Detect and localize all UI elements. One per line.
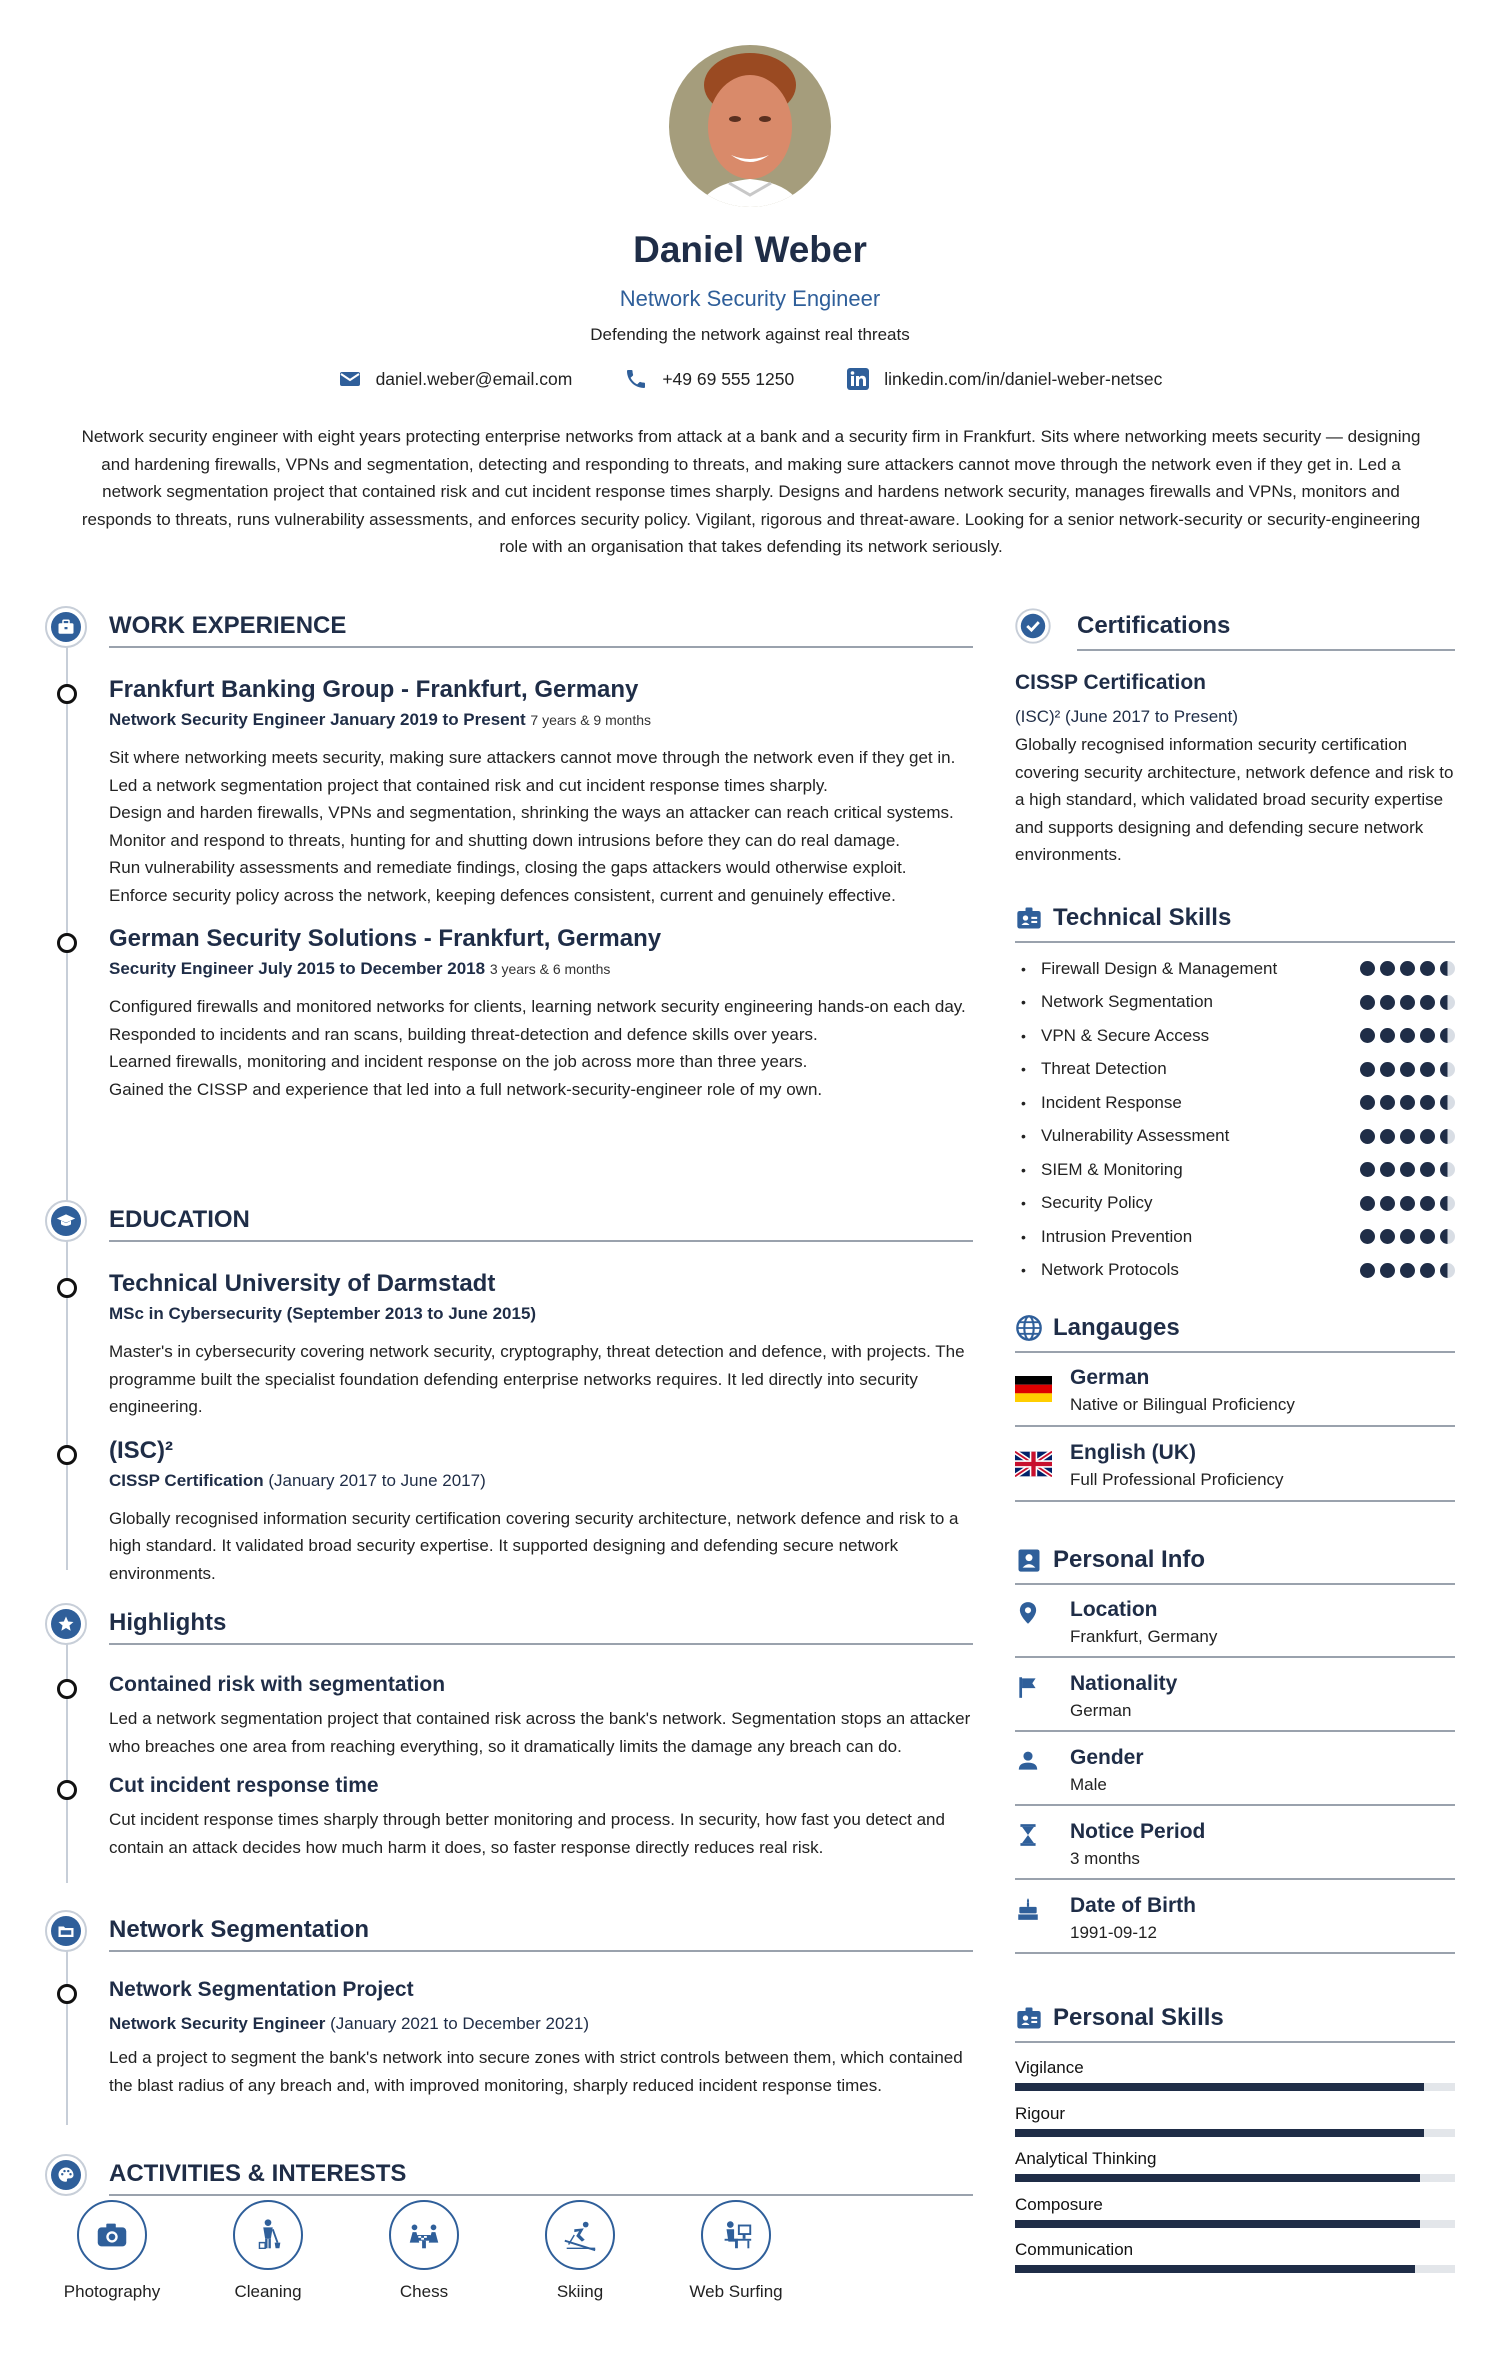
job-role-dates: Network Security Engineer January 2019 to Present 7 years & 9 months [109, 710, 652, 729]
info-value: 3 months [1070, 1849, 1140, 1868]
technical-skill-row [1015, 1120, 1455, 1154]
education-degree-dates: MSc in Cybersecurity (September 2013 to June 2015) [109, 1304, 537, 1323]
info-value: Frankfurt, Germany [1070, 1627, 1218, 1646]
info-label: Date of Birth [1070, 1894, 1196, 1917]
personal-skill-row [1015, 2104, 1455, 2150]
rating-dot [1360, 995, 1375, 1010]
rating-dot [1400, 1028, 1415, 1043]
technical-skills-list [1015, 952, 1455, 1287]
project-role-dates: Network Security Engineer (January 2021 to December 2021) [109, 2014, 590, 2033]
germany-flag-icon [1015, 1376, 1052, 1402]
personal-info-item [1015, 1880, 1455, 1954]
bullet-icon: • [1021, 1195, 1026, 1212]
highlight-entry [45, 1673, 973, 1760]
skill-rating [1360, 1229, 1455, 1244]
rating-dot [1380, 1263, 1395, 1278]
section-title: Personal Skills [1053, 2004, 1224, 2031]
section-divider [109, 1643, 973, 1645]
job-bullet: Learned firewalls, monitoring and incident response on the job across more than three years. [109, 1052, 808, 1071]
skill-level-track [1015, 2265, 1455, 2273]
bullet-icon: • [1021, 1061, 1026, 1078]
email-contact[interactable] [338, 367, 573, 391]
timeline-dot [57, 1984, 77, 2004]
skills-badge-icon [1015, 2004, 1043, 2032]
timeline-dot [57, 1445, 77, 1465]
job-entry [45, 676, 973, 909]
person-icon [1015, 1748, 1041, 1774]
info-label: Nationality [1070, 1672, 1178, 1695]
highlight-entry [45, 1774, 973, 1861]
rating-dot [1380, 1196, 1395, 1211]
personal-skill-row [1015, 2195, 1455, 2241]
rating-dot [1440, 1129, 1455, 1144]
skiing-icon [545, 2200, 615, 2270]
info-value: Male [1070, 1775, 1107, 1794]
highlight-description: Cut incident response times sharply through better monitoring and process. In security, how fast you detect and contain an attack decides how much harm it does, so faster response directly reduces real risk. [109, 1810, 945, 1857]
skill-rating [1360, 1062, 1455, 1077]
rating-dot [1380, 1162, 1395, 1177]
bullet-icon: • [1021, 1262, 1026, 1279]
job-duration: 7 years & 9 months [530, 712, 652, 728]
activity-photography [60, 2200, 164, 2302]
skill-level-track [1015, 2220, 1455, 2228]
job-bullet: Configured firewalls and monitored networks for clients, learning network security engineering hands-on each day. [109, 997, 966, 1016]
cleaning-icon [233, 2200, 303, 2270]
technical-skill-name: Firewall Design & Management [1041, 958, 1278, 978]
skill-rating [1360, 1095, 1455, 1110]
bullet-icon: • [1021, 960, 1026, 977]
job-company: Frankfurt Banking Group - Frankfurt, Germany [109, 676, 639, 703]
job-bullet: Responded to incidents and ran scans, building threat-detection and defence skills over years. [109, 1024, 818, 1044]
rating-dot [1420, 1229, 1435, 1244]
skill-rating [1360, 1028, 1455, 1043]
job-bullet: Monitor and respond to threats, hunting for and shutting down intrusions before they can do real damage. [109, 830, 900, 850]
personal-skills-section [1015, 2000, 1455, 2286]
rating-dot [1420, 961, 1435, 976]
language-level: Full Professional Proficiency [1070, 1470, 1284, 1489]
computer-user-icon [701, 2200, 771, 2270]
language-level: Native or Bilingual Proficiency [1070, 1395, 1295, 1414]
section-title: Highlights [109, 1609, 227, 1636]
technical-skill-name: Network Protocols [1041, 1260, 1179, 1280]
language-item [1015, 1427, 1455, 1502]
job-company: German Security Solutions - Frankfurt, Germany [109, 925, 662, 952]
rating-dot [1360, 1028, 1375, 1043]
rating-dot [1360, 1162, 1375, 1177]
activity-web-surfing [684, 2200, 788, 2302]
highlight-title: Cut incident response time [109, 1774, 379, 1797]
rating-dot [1420, 995, 1435, 1010]
chess-icon [389, 2200, 459, 2270]
activity-cleaning [216, 2200, 320, 2302]
technical-skill-row [1015, 1187, 1455, 1221]
activity-label: Web Surfing [689, 2282, 783, 2301]
resume-header [0, 45, 1500, 391]
rating-dot [1400, 1196, 1415, 1211]
personal-skill-name: Rigour [1015, 2103, 1066, 2123]
hourglass-icon [1015, 1822, 1041, 1848]
activity-label: Chess [399, 2282, 449, 2301]
rating-dot [1400, 1062, 1415, 1077]
job-description [109, 993, 973, 1103]
technical-skill-row [1015, 1153, 1455, 1187]
job-bullet: Sit where networking meets security, making sure attackers cannot move through the network even if they get in. [109, 748, 956, 767]
technical-skill-row [1015, 1254, 1455, 1288]
rating-dot [1360, 1229, 1375, 1244]
personal-skill-row [1015, 2240, 1455, 2286]
linkedin-text[interactable]: linkedin.com/in/daniel-weber-netsec [884, 368, 1163, 389]
section-title: Certifications [1077, 612, 1231, 639]
cert-issuer-dates: (ISC)² (June 2017 to Present) [1015, 707, 1238, 726]
bullet-icon: • [1021, 1027, 1026, 1044]
job-role-dates: Security Engineer July 2015 to December 2018 3 years & 6 months [109, 959, 611, 978]
technical-skill-name: Network Segmentation [1041, 992, 1213, 1012]
rating-dot [1380, 1095, 1395, 1110]
rating-dot [1360, 1196, 1375, 1211]
job-bullet: Run vulnerability assessments and remediate findings, closing the gaps attackers would otherwise exploit. [109, 858, 907, 877]
rating-dot [1400, 1162, 1415, 1177]
rating-dot [1420, 1196, 1435, 1211]
rating-dot [1360, 1095, 1375, 1110]
rating-dot [1380, 1129, 1395, 1144]
project-description: Led a project to segment the bank's network into secure zones with strict controls between them, which contained the blast radius of any breach and, with improved monitoring, sharply reduced incident response times. [109, 2048, 963, 2095]
project-section [45, 1910, 973, 2099]
section-title: Network Segmentation [109, 1916, 370, 1943]
rating-dot [1440, 1263, 1455, 1278]
section-divider [109, 646, 973, 648]
job-entry [45, 925, 973, 1103]
section-divider [1015, 941, 1455, 943]
rating-dot [1400, 961, 1415, 976]
language-name: English (UK) [1070, 1441, 1196, 1464]
personal-info-item [1015, 1732, 1455, 1806]
cert-name: CISSP Certification [1015, 671, 1206, 694]
timeline-dot [57, 1679, 77, 1699]
profile-summary: Network security engineer with eight years protecting enterprise networks from attack at a bank and a security firm in Frankfurt. Sits where networking meets security — designing and hardening firewalls, VPNs and segmentation, detecting and responding to threats, and making sure attackers cannot move through the network even if they get in. Led a network segmentation project that contained risk and cut incident response times sharply. Designs and hardens network security, manages firewalls and VPNs, monitors and responds to threats, runs vulnerability assessments, and enforces security policy. Vigilant, rigorous and threat-aware. Looking for a senior network-security or security-engineering role with an organisation that takes defending its network seriously. [81, 427, 1421, 556]
personal-skill-row [1015, 2149, 1455, 2195]
section-divider [109, 1240, 973, 1242]
flag-icon [1015, 1674, 1041, 1700]
palette-icon [45, 2154, 87, 2196]
activity-chess [372, 2200, 476, 2302]
personal-info-item [1015, 1584, 1455, 1658]
personal-skill-row [1015, 2058, 1455, 2104]
languages-section [1015, 1310, 1455, 1502]
rating-dot [1380, 1229, 1395, 1244]
skill-rating [1360, 995, 1455, 1010]
technical-skill-row [1015, 952, 1455, 986]
skill-level-fill [1015, 2083, 1424, 2091]
tagline: Defending the network against real threats [590, 325, 910, 344]
star-icon [45, 1603, 87, 1645]
skills-badge-icon [1015, 904, 1043, 932]
rating-dot [1420, 1095, 1435, 1110]
section-title: Technical Skills [1053, 904, 1232, 931]
globe-icon [1015, 1314, 1043, 1342]
email-text[interactable]: daniel.weber@email.com [375, 368, 573, 389]
rating-dot [1440, 995, 1455, 1010]
language-item [1015, 1352, 1455, 1427]
job-description [109, 744, 973, 909]
rating-dot [1420, 1162, 1435, 1177]
highlight-description: Led a network segmentation project that contained risk across the bank's network. Segmentation stops an attacker who breaches one area from reaching everything, so it dramatically limits the damage any breach can do. [109, 1709, 971, 1756]
personal-skills-list [1015, 2058, 1455, 2286]
education-school: (ISC)² [109, 1436, 173, 1464]
technical-skill-name: Security Policy [1041, 1193, 1153, 1213]
skill-level-fill [1015, 2174, 1420, 2182]
technical-skill-name: Vulnerability Assessment [1041, 1126, 1230, 1146]
rating-dot [1380, 961, 1395, 976]
section-divider [109, 1950, 973, 1952]
technical-skill-row [1015, 1220, 1455, 1254]
email-icon [338, 367, 362, 391]
skill-rating [1360, 1162, 1455, 1177]
skill-rating [1360, 1263, 1455, 1278]
location-pin-icon [1015, 1600, 1041, 1626]
rating-dot [1440, 1162, 1455, 1177]
certifications-section [1015, 608, 1455, 869]
info-label: Location [1070, 1598, 1158, 1621]
job-bullet: Enforce security policy across the network, keeping defences consistent, current and genuinely effective. [109, 885, 896, 905]
skill-level-fill [1015, 2265, 1415, 2273]
education-description: Master's in cybersecurity covering network security, cryptography, threat detection and defence, with projects. The programme built the specialist foundation defending enterprise networks requires. It led directly into security engineering. [109, 1342, 965, 1416]
technical-skills-section [1015, 900, 1455, 1287]
skill-rating [1360, 961, 1455, 976]
rating-dot [1440, 1028, 1455, 1043]
cert-description: Globally recognised information security certification covering security architecture, network defence and risk to a high standard, which validated broad security expertise and supports designing and defending secure network environments. [1015, 735, 1454, 864]
section-divider [109, 2194, 973, 2196]
activity-label: Photography [63, 2282, 161, 2301]
rating-dot [1420, 1263, 1435, 1278]
candidate-name: Daniel Weber [633, 229, 867, 270]
job-bullet: Design and harden firewalls, VPNs and segmentation, shrinking the ways an attacker can reach critical systems. [109, 803, 954, 822]
personal-skill-name: Vigilance [1015, 2058, 1084, 2077]
technical-skill-name: SIEM & Monitoring [1041, 1159, 1183, 1179]
bullet-icon: • [1021, 1128, 1026, 1145]
bullet-icon: • [1021, 1161, 1026, 1178]
personal-info-item [1015, 1806, 1455, 1880]
skill-level-fill [1015, 2129, 1424, 2137]
technical-skill-name: VPN & Secure Access [1041, 1025, 1210, 1045]
graduation-cap-icon [45, 1200, 87, 1242]
camera-icon [77, 2200, 147, 2270]
rating-dot [1440, 961, 1455, 976]
bullet-icon: • [1021, 1094, 1026, 1111]
phone-icon [624, 367, 648, 391]
section-divider [1015, 2041, 1455, 2043]
education-school: Technical University of Darmstadt [109, 1270, 496, 1297]
uk-flag-icon [1015, 1451, 1052, 1477]
section-title: EDUCATION [109, 1206, 250, 1233]
section-divider [1077, 649, 1455, 651]
technical-skill-row [1015, 1019, 1455, 1053]
activity-label: Skiing [556, 2282, 604, 2301]
rating-dot [1360, 1062, 1375, 1077]
rating-dot [1400, 1263, 1415, 1278]
id-card-icon [1015, 1546, 1043, 1574]
job-title: Network Security Engineer [619, 286, 881, 311]
project-title: Network Segmentation Project [109, 1978, 414, 2001]
job-bullet: Led a network segmentation project that contained risk and cut incident response times sharply. [109, 775, 828, 795]
activity-label: Cleaning [234, 2282, 302, 2301]
linkedin-icon [846, 367, 870, 391]
phone-text[interactable]: +49 69 555 1250 [662, 368, 795, 389]
activity-skiing [528, 2200, 632, 2302]
section-title: ACTIVITIES & INTERESTS [109, 2160, 407, 2187]
technical-skill-row [1015, 1086, 1455, 1120]
bullet-icon: • [1021, 994, 1026, 1011]
rating-dot [1420, 1062, 1435, 1077]
education-entry [45, 1437, 973, 1588]
activities-list [60, 2200, 788, 2302]
rating-dot [1420, 1028, 1435, 1043]
job-bullet: Gained the CISSP and experience that led into a full network-security-engineer role of my own. [109, 1079, 823, 1099]
education-section [45, 1200, 973, 1587]
verified-badge-icon [1015, 608, 1051, 644]
highlights-section [45, 1603, 973, 1861]
timeline-dot [57, 684, 77, 704]
info-label: Gender [1070, 1746, 1144, 1769]
rating-dot [1400, 1129, 1415, 1144]
skill-rating [1360, 1129, 1455, 1144]
rating-dot [1440, 1229, 1455, 1244]
personal-skill-name: Analytical Thinking [1015, 2149, 1157, 2168]
education-description: Globally recognised information security certification covering security architecture, network defence and risk to a high standard. It validated broad security expertise. It supported designing and defending secure network environments. [109, 1508, 959, 1583]
personal-info-item [1015, 1658, 1455, 1732]
bullet-icon: • [1021, 1228, 1026, 1245]
rating-dot [1380, 995, 1395, 1010]
rating-dot [1440, 1095, 1455, 1110]
personal-skill-name: Composure [1015, 2194, 1103, 2214]
info-value: 1991-09-12 [1070, 1923, 1157, 1942]
rating-dot [1380, 1062, 1395, 1077]
rating-dot [1380, 1028, 1395, 1043]
info-label: Notice Period [1070, 1820, 1206, 1843]
briefcase-icon [45, 606, 87, 648]
rating-dot [1440, 1196, 1455, 1211]
section-title: WORK EXPERIENCE [109, 612, 347, 639]
technical-skill-name: Threat Detection [1041, 1059, 1167, 1079]
work-experience-section [45, 606, 973, 1103]
linkedin-contact[interactable] [846, 367, 1162, 391]
technical-skill-row [1015, 1053, 1455, 1087]
timeline-dot [57, 933, 77, 953]
technical-skill-name: Intrusion Prevention [1041, 1226, 1193, 1246]
avatar [669, 45, 831, 207]
info-value: German [1070, 1701, 1132, 1720]
job-duration: 3 years & 6 months [489, 961, 611, 977]
rating-dot [1440, 1062, 1455, 1077]
project-entry [45, 1978, 973, 2099]
education-degree-dates: CISSP Certification (January 2017 to June 2017) [109, 1470, 486, 1490]
rating-dot [1400, 995, 1415, 1010]
skill-level-fill [1015, 2220, 1420, 2228]
rating-dot [1420, 1129, 1435, 1144]
skill-level-track [1015, 2129, 1455, 2137]
contact-bar [0, 367, 1500, 391]
section-title: Personal Info [1053, 1546, 1206, 1573]
phone-contact[interactable] [624, 367, 794, 391]
rating-dot [1360, 961, 1375, 976]
personal-info-section [1015, 1542, 1455, 1954]
folder-icon [45, 1910, 87, 1952]
activities-section [45, 2154, 973, 2198]
timeline-dot [57, 1278, 77, 1298]
rating-dot [1400, 1095, 1415, 1110]
rating-dot [1360, 1263, 1375, 1278]
skill-level-track [1015, 2083, 1455, 2091]
highlight-title: Contained risk with segmentation [109, 1673, 446, 1696]
cake-icon [1015, 1896, 1041, 1922]
rating-dot [1360, 1129, 1375, 1144]
section-title: Langauges [1053, 1314, 1180, 1341]
technical-skill-row [1015, 986, 1455, 1020]
technical-skill-name: Incident Response [1041, 1092, 1182, 1112]
skill-level-track [1015, 2174, 1455, 2182]
skill-rating [1360, 1196, 1455, 1211]
rating-dot [1400, 1229, 1415, 1244]
education-entry [45, 1270, 973, 1421]
personal-skill-name: Communication [1015, 2240, 1134, 2259]
language-name: German [1070, 1366, 1150, 1389]
timeline-dot [57, 1780, 77, 1800]
